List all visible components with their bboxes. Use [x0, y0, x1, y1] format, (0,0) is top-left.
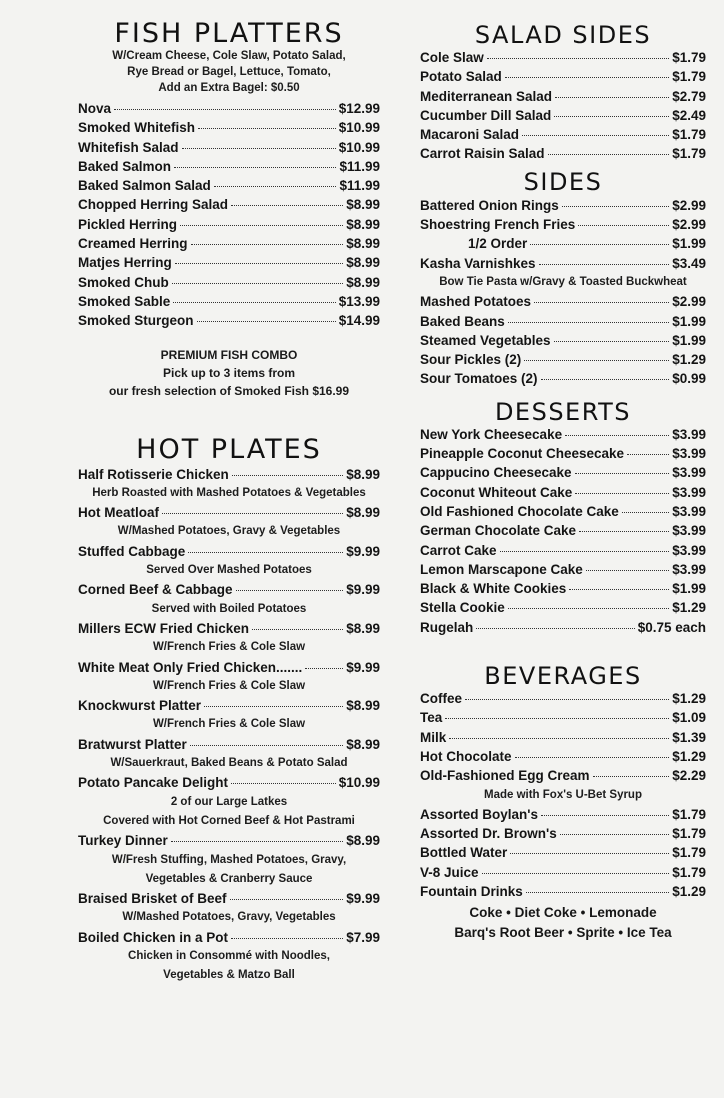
menu-item-price: $3.99 [672, 561, 706, 577]
menu-item [78, 503, 380, 522]
menu-item-price: $1.29 [672, 883, 706, 899]
item-description: Made with Fox's U-Bet Syrup [483, 788, 642, 801]
menu-item-name: Nova [78, 101, 112, 116]
dot-leader [524, 360, 669, 361]
menu-item-name: New York Cheesecake [420, 426, 563, 442]
menu-item [420, 312, 706, 331]
dot-leader [541, 815, 669, 816]
menu-item-price: $1.99 [672, 236, 706, 252]
menu-item [420, 882, 706, 901]
menu-item-price: $10.99 [338, 120, 380, 136]
dot-leader [578, 225, 669, 226]
menu-item-price: $1.79 [672, 69, 706, 85]
left-column [78, 0, 380, 986]
menu-item [420, 196, 706, 215]
menu-item [78, 176, 380, 195]
menu-item-price: $13.99 [338, 293, 380, 309]
dot-leader [214, 186, 337, 187]
desserts-title: DESSERTS [494, 397, 632, 426]
menu-item-price: $10.99 [338, 139, 380, 155]
dot-leader [560, 834, 669, 835]
menu-item-name: Corned Beef & Cabbage [78, 582, 233, 598]
dot-leader [445, 718, 669, 719]
dot-leader [500, 551, 670, 552]
menu-item [420, 747, 706, 766]
menu-item [420, 87, 706, 106]
menu-item-name: Matjes Herring [78, 255, 172, 271]
menu-item-price: $9.99 [346, 582, 380, 598]
menu-item-price: $8.99 [346, 736, 380, 752]
menu-item-price: $8.99 [346, 698, 380, 714]
menu-item-name: Battered Onion Rings [420, 197, 559, 213]
menu-item-price: $1.39 [672, 729, 706, 745]
dot-leader [162, 513, 343, 514]
dot-leader [593, 776, 670, 777]
dot-leader [510, 853, 669, 854]
menu-item-price: $3.49 [672, 255, 706, 271]
hot-plates-list [78, 465, 380, 986]
menu-item [78, 773, 380, 792]
menu-item-price: $3.99 [672, 465, 706, 481]
menu-item-price: $1.29 [672, 600, 706, 616]
menu-item-name: Hot Chocolate [420, 748, 512, 764]
menu-item-price: $11.99 [339, 158, 380, 174]
item-description: W/Sauerkraut, Baked Beans & Potato Salad [110, 757, 348, 770]
dot-leader [586, 570, 669, 571]
dot-leader [172, 283, 343, 284]
menu-item-name: Boiled Chicken in a Pot [78, 929, 229, 945]
menu-item [78, 580, 380, 599]
dot-leader [575, 473, 670, 474]
hot-plates-title: HOT PLATES [136, 433, 322, 465]
dot-leader [534, 302, 669, 303]
dot-leader [530, 244, 669, 245]
item-description: W/French Fries & Cole Slaw [152, 641, 306, 654]
dot-leader [188, 552, 343, 553]
dot-leader [173, 302, 335, 303]
menu-item [78, 735, 380, 754]
dot-leader [508, 322, 669, 323]
menu-item [420, 144, 706, 163]
menu-item-name: Carrot Raisin Salad [420, 146, 545, 162]
dot-leader [627, 454, 669, 455]
dot-leader [508, 608, 669, 609]
menu-item [420, 824, 706, 843]
menu-item-name: Mashed Potatoes [420, 294, 532, 310]
menu-item [78, 658, 380, 677]
menu-item-price: $2.99 [672, 197, 706, 213]
dot-leader [541, 379, 670, 380]
premium-fish-combo [78, 346, 380, 400]
menu-item-price: $2.99 [672, 294, 706, 310]
menu-item-price: $8.99 [346, 505, 380, 521]
menu-item-name: Creamed Herring [78, 236, 188, 252]
menu-item-name: Bratwurst Platter [78, 736, 187, 752]
menu-item [420, 331, 706, 350]
dot-leader [190, 745, 343, 746]
menu-item-name: Cucumber Dill Salad [420, 107, 552, 123]
menu-item-name: Shoestring French Fries [420, 217, 576, 233]
menu-item-price: $3.99 [672, 446, 706, 462]
menu-item [78, 215, 380, 234]
menu-item-name: Smoked Sturgeon [78, 313, 194, 329]
menu-item-name: Milk [420, 729, 447, 745]
menu-item-price: $9.99 [346, 543, 380, 559]
fish-platters-note-line: W/Cream Cheese, Cole Slaw, Potato Salad, [112, 50, 346, 62]
menu-item [420, 598, 706, 617]
menu-item-price: $3.99 [672, 542, 706, 558]
dot-leader [114, 109, 336, 110]
menu-item-price: $1.29 [672, 748, 706, 764]
menu-item-price: $0.99 [672, 371, 706, 387]
menu-item [420, 483, 706, 502]
menu-item-name: V-8 Juice [420, 864, 479, 880]
beverages-list [420, 689, 706, 901]
dot-leader [515, 757, 670, 758]
menu-item-name: Assorted Boylan's [420, 806, 538, 822]
drink-choices-line: Barq's Root Beer • Sprite • Ice Tea [454, 924, 672, 940]
dot-leader [198, 128, 336, 129]
menu-item-price: $1.79 [672, 806, 706, 822]
menu-item [420, 67, 706, 86]
menu-item [78, 292, 380, 311]
menu-item [78, 138, 380, 157]
item-description: Herb Roasted with Mashed Potatoes & Vegetables [92, 486, 366, 499]
menu-item-name: Knockwurst Platter [78, 698, 202, 714]
menu-item [420, 292, 706, 311]
dot-leader [526, 892, 669, 893]
dot-leader [465, 699, 669, 700]
menu-item-name: Coconut Whiteout Cake [420, 484, 573, 500]
menu-item [420, 618, 706, 637]
menu-item-name: Stuffed Cabbage [78, 543, 186, 559]
dot-leader [522, 135, 669, 136]
menu-item-name: Millers ECW Fried Chicken [78, 620, 250, 636]
menu-item-price: $8.99 [346, 255, 380, 271]
dot-leader [197, 321, 336, 322]
menu-item [78, 99, 380, 118]
menu-item-name: Mediterranean Salad [420, 88, 553, 104]
menu-item-price: $3.99 [672, 484, 706, 500]
menu-item [420, 863, 706, 882]
dot-leader [554, 341, 670, 342]
menu-item-price: $2.79 [672, 88, 706, 104]
item-description: W/French Fries & Cole Slaw [152, 718, 306, 731]
menu-item [78, 311, 380, 330]
menu-item-name: Chopped Herring Salad [78, 197, 229, 213]
menu-item-price: $8.99 [346, 274, 380, 290]
menu-item-price: $1.79 [672, 146, 706, 162]
menu-item [78, 253, 380, 272]
dot-leader [482, 873, 670, 874]
dot-leader [487, 58, 669, 59]
menu-item [420, 215, 706, 234]
dot-leader [175, 263, 343, 264]
item-description: W/Mashed Potatoes, Gravy & Vegetables [117, 525, 341, 538]
menu-item-name: Smoked Chub [78, 274, 169, 290]
salad-sides-list [420, 48, 706, 164]
combo-title: PREMIUM FISH COMBO [160, 347, 298, 362]
fountain-drink-choices [420, 903, 706, 942]
menu-item-name: Turkey Dinner [78, 833, 168, 849]
menu-item-price: $1.79 [672, 864, 706, 880]
menu-item [420, 254, 706, 273]
menu-item [420, 425, 706, 444]
menu-item [420, 463, 706, 482]
dot-leader [231, 938, 343, 939]
fish-platters-list [78, 99, 380, 331]
menu-item-price: $1.29 [672, 352, 706, 368]
item-description: W/Mashed Potatoes, Gravy, Vegetables [122, 911, 336, 924]
menu-item-price: $1.79 [672, 845, 706, 861]
menu-item-price: $1.29 [672, 691, 706, 707]
menu-item [420, 805, 706, 824]
item-description: Bow Tie Pasta w/Gravy & Toasted Buckwheat [439, 275, 687, 288]
menu-item-name: Whitefish Salad [78, 139, 179, 155]
menu-item-name: Baked Salmon [78, 158, 172, 174]
menu-item-name: Sour Tomatoes (2) [420, 371, 538, 387]
menu-item [420, 48, 706, 67]
dot-leader [180, 225, 343, 226]
right-column [420, 0, 706, 942]
menu-item-name: Pineapple Coconut Cheesecake [420, 446, 625, 462]
menu-item [420, 560, 706, 579]
item-description: Vegetables & Matzo Ball [163, 969, 295, 982]
menu-item-name: Black & White Cookies [420, 581, 567, 597]
menu-item-name: Potato Pancake Delight [78, 775, 229, 791]
dot-leader [236, 590, 344, 591]
dot-leader [569, 589, 669, 590]
dot-leader [174, 167, 336, 168]
dot-leader [554, 116, 669, 117]
sides-title: SIDES [523, 167, 603, 196]
menu-item [78, 157, 380, 176]
menu-item-price: $12.99 [338, 101, 380, 116]
menu-item [420, 708, 706, 727]
menu-item-name: Braised Brisket of Beef [78, 891, 227, 907]
menu-item [78, 831, 380, 850]
menu-item-name: Baked Beans [420, 313, 505, 329]
menu-item-name: Steamed Vegetables [420, 332, 551, 348]
menu-item [78, 465, 380, 484]
dot-leader [449, 738, 669, 739]
menu-item-name: Pickled Herring [78, 216, 178, 232]
menu-item [78, 889, 380, 908]
dot-leader [555, 97, 669, 98]
menu-item-name: Cappucino Cheesecake [420, 465, 572, 481]
menu-item-price: $8.99 [346, 833, 380, 849]
menu-item-price: $1.79 [672, 826, 706, 842]
item-description: W/French Fries & Cole Slaw [152, 679, 306, 692]
menu-item-name: Tea [420, 710, 443, 726]
menu-item-price: $2.99 [672, 217, 706, 233]
menu-item [420, 521, 706, 540]
menu-item-name: Lemon Marscapone Cake [420, 561, 583, 577]
menu-item [420, 541, 706, 560]
menu-item [420, 843, 706, 862]
menu-item-name: Old Fashioned Chocolate Cake [420, 503, 619, 519]
menu-item [78, 542, 380, 561]
menu-item [78, 619, 380, 638]
extra-bagel-note: Add an Extra Bagel: $0.50 [158, 82, 300, 94]
menu-item [420, 444, 706, 463]
menu-item-name: Stella Cookie [420, 600, 505, 616]
dot-leader [231, 783, 336, 784]
fish-platters-note [78, 48, 380, 96]
salad-sides-title: SALAD SIDES [474, 21, 652, 49]
menu-item-name: Rugelah [420, 619, 474, 635]
menu-item-price: $7.99 [346, 929, 380, 945]
menu-item-price: $8.99 [346, 197, 380, 213]
menu-item-name: 1/2 Order [468, 236, 528, 252]
menu-item-price: $1.99 [672, 581, 706, 597]
menu-item-name: Carrot Cake [420, 542, 497, 558]
menu-item-price: $2.49 [672, 107, 706, 123]
menu-item [78, 234, 380, 253]
menu-item [420, 125, 706, 144]
dot-leader [305, 668, 343, 669]
menu-item-price: $3.99 [672, 426, 706, 442]
menu-item-name: Assorted Dr. Brown's [420, 826, 557, 842]
menu-item-price: $1.09 [672, 710, 706, 726]
combo-line: Pick up to 3 items from [162, 365, 296, 380]
combo-line: our fresh selection of Smoked Fish $16.99 [108, 383, 350, 398]
dot-leader [182, 148, 336, 149]
item-description: Served Over Mashed Potatoes [146, 564, 312, 577]
menu-item [78, 696, 380, 715]
menu-item [420, 350, 706, 369]
menu-item-name: Macaroni Salad [420, 127, 520, 143]
dot-leader [575, 493, 669, 494]
menu-item-price: $8.99 [346, 216, 380, 232]
menu-item-price: $9.99 [346, 659, 380, 675]
fish-platters-note-line: Rye Bread or Bagel, Lettuce, Tomato, [127, 66, 331, 78]
dot-leader [476, 628, 634, 629]
menu-item-price: $10.99 [338, 775, 380, 791]
item-description: Served with Boiled Potatoes [151, 602, 307, 615]
menu-item [420, 234, 706, 253]
menu-item-price: $1.99 [672, 313, 706, 329]
menu-item [420, 369, 706, 388]
dot-leader [539, 264, 670, 265]
dot-leader [548, 154, 670, 155]
menu-item-price: $3.99 [672, 503, 706, 519]
menu-item [78, 273, 380, 292]
menu-item-price: $1.99 [672, 332, 706, 348]
menu-item [78, 195, 380, 214]
menu-item-price: $1.79 [672, 127, 706, 143]
menu-item [78, 928, 380, 947]
dot-leader [252, 629, 343, 630]
menu-item-price: $8.99 [346, 236, 380, 252]
menu-item [420, 579, 706, 598]
item-description: Vegetables & Cranberry Sauce [145, 872, 313, 885]
item-description: W/Fresh Stuffing, Mashed Potatoes, Gravy, [111, 853, 347, 866]
dot-leader [171, 841, 343, 842]
menu-item-name: Old-Fashioned Egg Cream [420, 768, 590, 784]
sides-list [420, 196, 706, 389]
menu-item-name: Half Rotisserie Chicken [78, 466, 229, 482]
desserts-list [420, 425, 706, 637]
dot-leader [579, 531, 669, 532]
menu-item [420, 689, 706, 708]
item-description: 2 of our Large Latkes [170, 795, 288, 808]
menu-item-name: Baked Salmon Salad [78, 178, 211, 194]
menu-item-name: Coffee [420, 691, 463, 707]
menu-item-price: $0.75 each [637, 619, 706, 635]
menu-item-name: Potato Salad [420, 69, 502, 85]
menu-item-name: Smoked Whitefish [78, 120, 196, 136]
menu-item-name: Sour Pickles (2) [420, 352, 522, 368]
dot-leader [232, 475, 343, 476]
menu-item-name: Kasha Varnishkes [420, 255, 536, 271]
dot-leader [231, 205, 343, 206]
menu-item-price: $1.79 [672, 50, 706, 65]
menu-item-name: Cole Slaw [420, 50, 484, 65]
menu-item [420, 106, 706, 125]
dot-leader [204, 706, 343, 707]
menu-item [420, 728, 706, 747]
menu-item-price: $3.99 [672, 523, 706, 539]
dot-leader [505, 77, 669, 78]
dot-leader [622, 512, 669, 513]
menu-item-name: Fountain Drinks [420, 883, 523, 899]
menu-item-price: $8.99 [346, 620, 380, 636]
dot-leader [191, 244, 344, 245]
menu-item-name: German Chocolate Cake [420, 523, 577, 539]
menu-item-name: Hot Meatloaf [78, 505, 159, 521]
menu-item-price: $8.99 [346, 466, 380, 482]
menu-item-price: $2.29 [672, 768, 706, 784]
menu-item-name: Smoked Sable [78, 293, 171, 309]
menu-item [420, 502, 706, 521]
menu-item-name: Bottled Water [420, 845, 508, 861]
menu-item [78, 118, 380, 137]
dot-leader [562, 206, 669, 207]
menu-item-name: White Meat Only Fried Chicken....... [78, 659, 303, 675]
dot-leader [565, 435, 669, 436]
drink-choices-line: Coke • Diet Coke • Lemonade [469, 905, 657, 921]
fish-platters-title: FISH PLATTERS [114, 18, 344, 49]
item-description: Covered with Hot Corned Beef & Hot Pastrami [103, 814, 355, 827]
dot-leader [230, 899, 344, 900]
menu-item-price: $9.99 [346, 891, 380, 907]
beverages-title: BEVERAGES [484, 662, 642, 691]
menu-item-price: $11.99 [339, 178, 380, 194]
menu-item [420, 766, 706, 785]
item-description: Chicken in Consommé with Noodles, [128, 949, 330, 962]
menu-item-price: $14.99 [338, 313, 380, 329]
